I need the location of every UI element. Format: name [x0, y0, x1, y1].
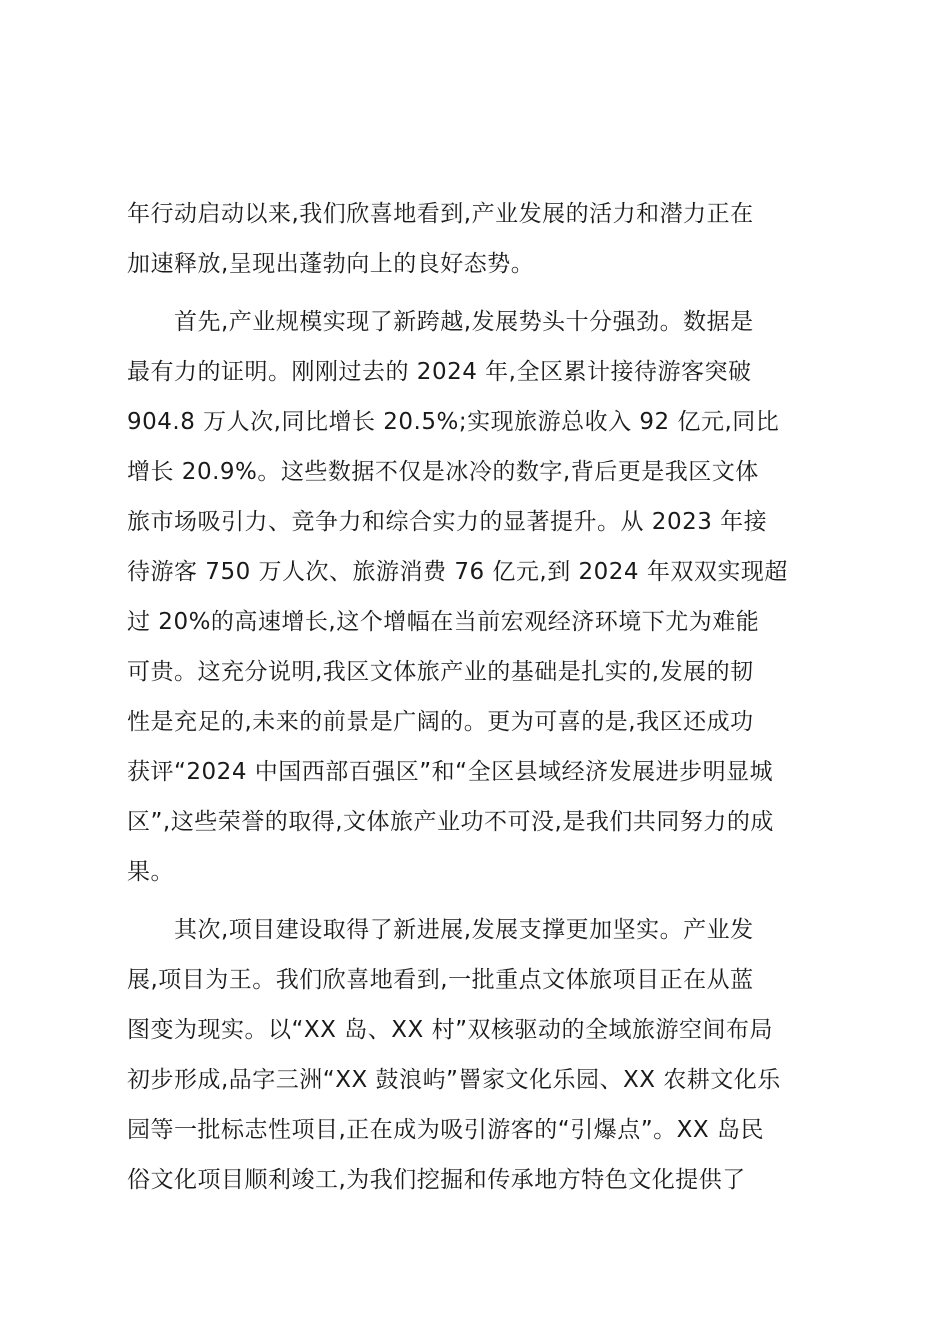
text-line: 获评“2024 中国西部百强区”和“全区县域经济发展进步明显城	[127, 759, 774, 785]
text-line: 待游客 750 万人次、旅游消费 76 亿元,到 2024 年双双实现超	[127, 559, 788, 585]
text-line: 可贵。这充分说明,我区文体旅产业的基础是扎实的,发展的韧	[127, 659, 754, 685]
paragraph-3	[127, 905, 827, 1205]
text-line: 增长 20.9%。这些数据不仅是冰冷的数字,背后更是我区文体	[127, 459, 759, 485]
paragraph-spacer	[127, 289, 827, 297]
paragraph-2	[127, 297, 827, 897]
text-line: 最有力的证明。刚刚过去的 2024 年,全区累计接待游客突破	[127, 359, 752, 385]
text-line: 旅市场吸引力、竞争力和综合实力的显著提升。从 2023 年接	[127, 509, 768, 535]
text-line: 园等一批标志性项目,正在成为吸引游客的“引爆点”。XX 岛民	[127, 1117, 764, 1143]
paragraph-spacer	[127, 897, 827, 905]
document-body	[127, 189, 827, 1205]
text-line: 过 20%的高速增长,这个增幅在当前宏观经济环境下尤为难能	[127, 609, 760, 635]
text-line: 俗文化项目顺利竣工,为我们挖掘和传承地方特色文化提供了	[127, 1167, 746, 1193]
text-line: 首先,产业规模实现了新跨越,发展势头十分强劲。数据是	[127, 309, 754, 335]
text-line: 性是充足的,未来的前景是广阔的。更为可喜的是,我区还成功	[127, 709, 754, 735]
paragraph-1	[127, 189, 827, 289]
text-line: 年行动启动以来,我们欣喜地看到,产业发展的活力和潜力正在	[127, 201, 754, 227]
text-line: 果。	[127, 859, 174, 885]
text-line: 其次,项目建设取得了新进展,发展支撑更加坚实。产业发	[127, 917, 754, 943]
text-line: 初步形成,品字三洲“XX 鼓浪屿”罾家文化乐园、XX 农耕文化乐	[127, 1067, 781, 1093]
text-line: 区”,这些荣誉的取得,文体旅产业功不可没,是我们共同努力的成	[127, 809, 774, 835]
text-line: 904.8 万人次,同比增长 20.5%;实现旅游总收入 92 亿元,同比	[127, 409, 780, 435]
text-line: 图变为现实。以“XX 岛、XX 村”双核驱动的全域旅游空间布局	[127, 1017, 773, 1043]
text-line: 加速释放,呈现出蓬勃向上的良好态势。	[127, 251, 535, 277]
text-line: 展,项目为王。我们欣喜地看到,一批重点文体旅项目正在从蓝	[127, 967, 754, 993]
